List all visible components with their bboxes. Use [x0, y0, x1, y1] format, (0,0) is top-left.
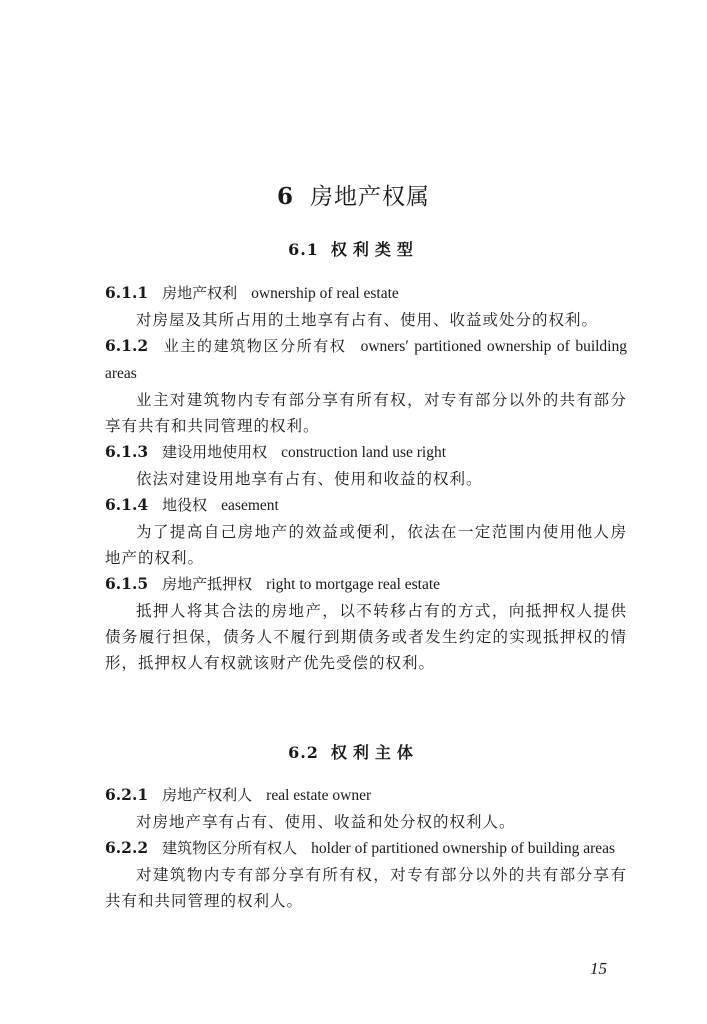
- term-english: owners′ partitioned ownership of building areas: [105, 338, 627, 382]
- term-number: 6.1.5: [105, 574, 149, 593]
- page-number: 15: [590, 959, 607, 978]
- term-heading: [105, 333, 627, 387]
- term-english: ownership of real estate: [251, 285, 399, 302]
- term-definition: 对建筑物内专有部分享有所有权，对专有部分以外的共有部分享有共有和共同管理的权利人。: [105, 866, 627, 910]
- section-6-1-content: [105, 280, 627, 676]
- section-name: 权利类型: [330, 240, 419, 259]
- term-heading: [105, 571, 627, 598]
- term-number: 6.1.2: [105, 336, 149, 355]
- term-heading: [105, 835, 627, 862]
- term-number: 6.2.1: [105, 785, 149, 804]
- term-definition: 依法对建设用地享有占有、使用和收益的权利。: [136, 470, 483, 488]
- chapter-title: [0, 178, 707, 211]
- term-definition: 对房地产享有占有、使用、收益和处分权的权利人。: [136, 813, 516, 831]
- term-number: 6.1.4: [105, 495, 149, 514]
- term-chinese: 建筑物区分所有权人: [162, 839, 298, 857]
- term-heading: [105, 439, 627, 466]
- term-english: holder of partitioned ownership of building areas: [311, 840, 616, 857]
- section-6-2-content: [105, 782, 627, 914]
- term-chinese: 业主的建筑物区分所有权: [162, 337, 347, 355]
- term-number: 6.2.2: [105, 838, 149, 857]
- term-heading: [105, 782, 627, 809]
- chapter-name: 房地产权属: [310, 184, 430, 210]
- section-title: [0, 740, 707, 763]
- term-number: 6.1.3: [105, 442, 149, 461]
- section-number: 6.1: [288, 240, 319, 259]
- term-number: 6.1.1: [105, 283, 149, 302]
- term-english: easement: [221, 497, 279, 514]
- term-chinese: 房地产权利: [162, 284, 238, 302]
- term-english: right to mortgage real estate: [266, 576, 441, 593]
- term-chinese: 建设用地使用权: [162, 443, 268, 461]
- term-definition: 抵押人将其合法的房地产，以不转移占有的方式，向抵押权人提供债务履行担保，债务人不履行到期债务或者发生约定的实现抵押权的情形，抵押权人有权就该财产优先受偿的权利。: [105, 602, 627, 672]
- term-heading: [105, 492, 627, 519]
- term-definition: 为了提高自己房地产的效益或便利，依法在一定范围内使用他人房地产的权利。: [105, 523, 627, 567]
- section-name: 权利主体: [330, 743, 419, 762]
- section-number: 6.2: [288, 743, 319, 762]
- term-chinese: 房地产权利人: [162, 786, 253, 804]
- section-title: [0, 237, 707, 260]
- chapter-number: 6: [276, 183, 294, 210]
- term-chinese: 地役权: [162, 496, 208, 514]
- term-english: construction land use right: [281, 444, 447, 461]
- term-english: real estate owner: [266, 787, 372, 804]
- term-chinese: 房地产抵押权: [162, 575, 253, 593]
- term-definition: 业主对建筑物内专有部分享有所有权，对专有部分以外的共有部分享有共有和共同管理的权利。: [105, 391, 627, 435]
- term-definition: 对房屋及其所占用的土地享有占有、使用、收益或处分的权利。: [136, 311, 599, 329]
- term-heading: [105, 280, 627, 307]
